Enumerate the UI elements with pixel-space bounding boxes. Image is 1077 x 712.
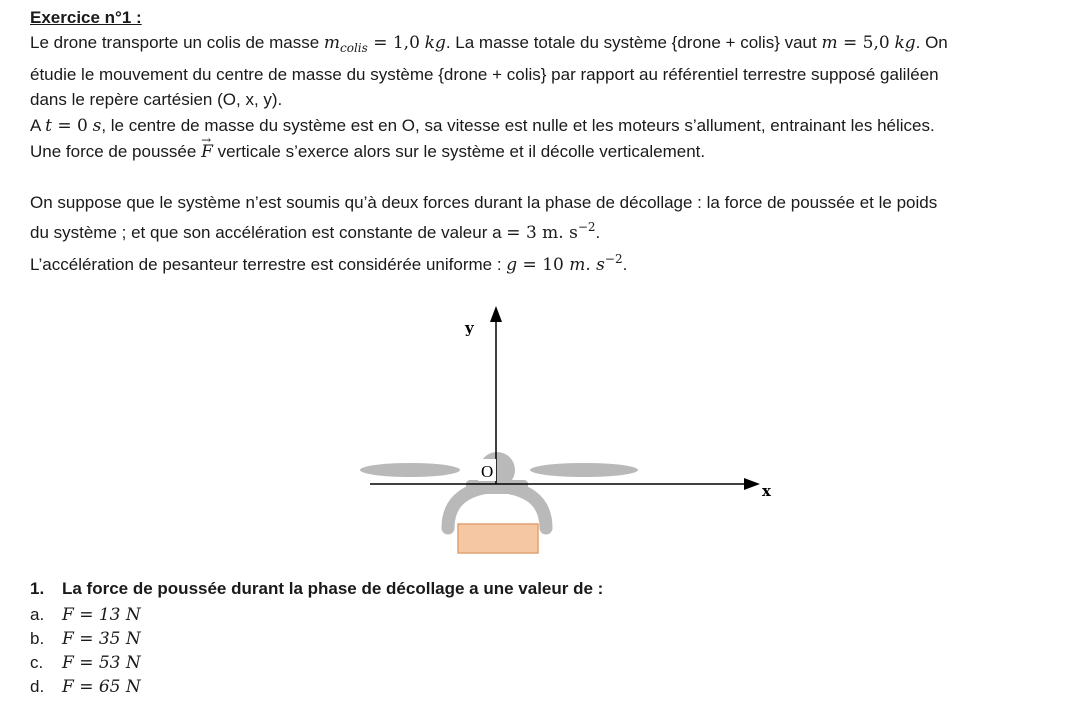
y-axis-label: y bbox=[465, 319, 474, 337]
x-axis-arrowhead bbox=[744, 478, 760, 490]
acceleration-value: = 3 m. s bbox=[506, 223, 578, 243]
equals-sign: = bbox=[51, 115, 78, 136]
equals-sign: = bbox=[367, 33, 393, 53]
text-span: . On bbox=[915, 33, 948, 52]
answer-expression: F = 13 N bbox=[62, 605, 141, 625]
answer-option-d[interactable] bbox=[30, 675, 141, 699]
exponent: −2 bbox=[577, 220, 596, 234]
text-span: . bbox=[622, 254, 628, 274]
question-number: 1. bbox=[30, 579, 45, 598]
text-span: A bbox=[30, 115, 46, 135]
answer-letter: b. bbox=[30, 629, 45, 648]
origin-label: O bbox=[481, 462, 494, 481]
drone-illustration bbox=[360, 452, 638, 553]
m-colis-value: 1,0 bbox=[392, 33, 420, 53]
text-span: du système ; et que son accélération est constante de valeur a bbox=[30, 223, 507, 242]
answer-option-b[interactable] bbox=[30, 627, 141, 651]
unit-kg: kg bbox=[894, 33, 916, 53]
force-vector-symbol: → F bbox=[201, 140, 213, 166]
unit-kg: kg bbox=[424, 33, 446, 53]
m-symbol: m bbox=[821, 33, 838, 53]
paragraph-1-line-2: étudie le mouvement du centre de masse du système {drone + colis} par rapport au référentiel terrestre supposé galiléen bbox=[30, 64, 939, 84]
text-span: , le centre de masse du système est en O, sa vitesse est nulle et les moteurs s’allument, entrainant les hélices. bbox=[101, 115, 935, 135]
text-span: . La masse totale du système {drone + colis} vaut bbox=[445, 33, 822, 52]
unit-ms: m. s bbox=[569, 254, 605, 275]
answer-list bbox=[30, 603, 141, 699]
g-value: = 10 bbox=[517, 254, 570, 275]
question-text: La force de poussée durant la phase de décollage a une valeur de : bbox=[62, 579, 604, 598]
m-value: 5,0 bbox=[862, 33, 890, 53]
answer-letter: c. bbox=[30, 653, 44, 672]
exercise-title: Exercice n°1 : bbox=[30, 8, 142, 27]
answer-expression: F = 35 N bbox=[62, 629, 141, 649]
paragraph-1-line-3: dans le repère cartésien (O, x, y). bbox=[30, 90, 283, 109]
m-colis-subscript: colis bbox=[340, 41, 368, 55]
text-span: Le drone transporte un colis de masse bbox=[30, 33, 324, 52]
text-span: . bbox=[595, 223, 601, 242]
left-propeller bbox=[360, 463, 460, 477]
question-1 bbox=[30, 577, 603, 601]
y-axis-arrowhead bbox=[490, 306, 502, 322]
answer-option-c[interactable] bbox=[30, 651, 141, 675]
answer-option-a[interactable] bbox=[30, 603, 141, 627]
x-axis-label: x bbox=[762, 482, 771, 500]
text-span: L’accélération de pesanteur terrestre est considérée uniforme : bbox=[30, 254, 507, 274]
answer-expression: F = 65 N bbox=[62, 677, 141, 697]
unit-s: s bbox=[92, 115, 102, 136]
paragraph-2-line-1: On suppose que le système n’est soumis qu’à deux forces durant la phase de décollage : la force de poussée et le poids bbox=[30, 192, 938, 212]
answer-expression: F = 53 N bbox=[62, 653, 141, 673]
text-span: Une force de poussée bbox=[30, 142, 202, 161]
exponent: −2 bbox=[604, 251, 623, 266]
equals-sign: = bbox=[837, 33, 863, 53]
t-value: 0 bbox=[77, 115, 88, 136]
m-colis-symbol: $m_{colis}$ bbox=[323, 33, 368, 55]
package-box bbox=[458, 524, 538, 553]
t-symbol: t bbox=[45, 115, 52, 136]
answer-letter: a. bbox=[30, 605, 45, 624]
right-propeller bbox=[530, 463, 638, 477]
text-span: verticale s’exerce alors sur le système et il décolle verticalement. bbox=[212, 142, 706, 161]
g-symbol: g bbox=[506, 254, 518, 275]
drone-body bbox=[466, 480, 528, 494]
answer-letter: d. bbox=[30, 677, 45, 696]
